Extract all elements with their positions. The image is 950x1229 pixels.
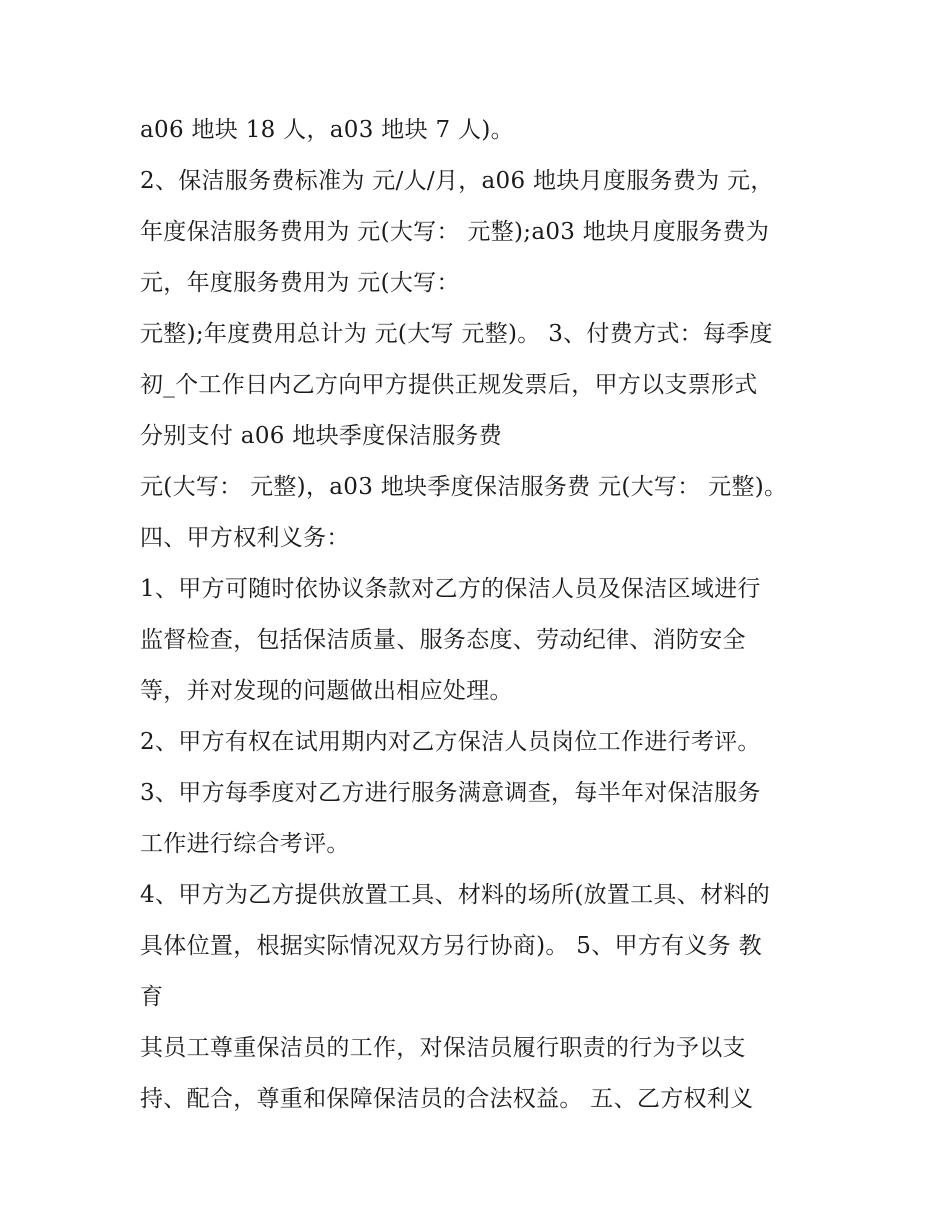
text-line: 元，年度服务费用为 元(大写：: [140, 270, 460, 296]
text-line: a06 地块 18 人，a03 地块 7 人)。: [140, 117, 514, 143]
text-line: 2、甲方有权在试用期内对乙方保洁人员岗位工作进行考评。: [140, 729, 761, 755]
text-line: 4、甲方为乙方提供放置工具、材料的场所(放置工具、材料的: [140, 882, 771, 908]
text-line: 监督检查，包括保洁质量、服务态度、劳动纪律、消防安全: [140, 627, 746, 653]
text-line: 1、甲方可随时依协议条款对乙方的保洁人员及保洁区域进行: [140, 576, 761, 602]
text-line: 3、甲方每季度对乙方进行服务满意调查，每半年对保洁服务: [140, 780, 761, 806]
text-line: 育: [140, 984, 164, 1010]
section-heading: 四、甲方权利义务：: [140, 525, 350, 551]
text-line: 持、配合，尊重和保障保洁员的合法权益。 五、乙方权利义: [140, 1086, 754, 1112]
text-line: 元(大写： 元整)，a03 地块季度保洁服务费 元(大写： 元整)。: [140, 474, 788, 500]
text-line: 等，并对发现的问题做出相应处理。: [140, 678, 513, 704]
text-line: 初_个工作日内乙方向甲方提供正规发票后，甲方以支票形式: [140, 372, 758, 398]
text-line: 2、保洁服务费标准为 元/人/月，a06 地块月度服务费为 元，: [140, 168, 774, 194]
text-line: 其员工尊重保洁员的工作，对保洁员履行职责的行为予以支: [140, 1035, 746, 1061]
text-line: 具体位置，根据实际情况双方另行协商)。 5、甲方有义务 教: [140, 933, 762, 959]
text-line: 工作进行综合考评。: [140, 831, 350, 857]
text-line: 年度保洁服务费用为 元(大写： 元整);a03 地块月度服务费为: [140, 219, 770, 245]
text-line: 元整);年度费用总计为 元(大写 元整)。 3、付费方式：每季度: [140, 321, 773, 347]
text-line: 分别支付 a06 地块季度保洁服务费: [140, 423, 503, 449]
